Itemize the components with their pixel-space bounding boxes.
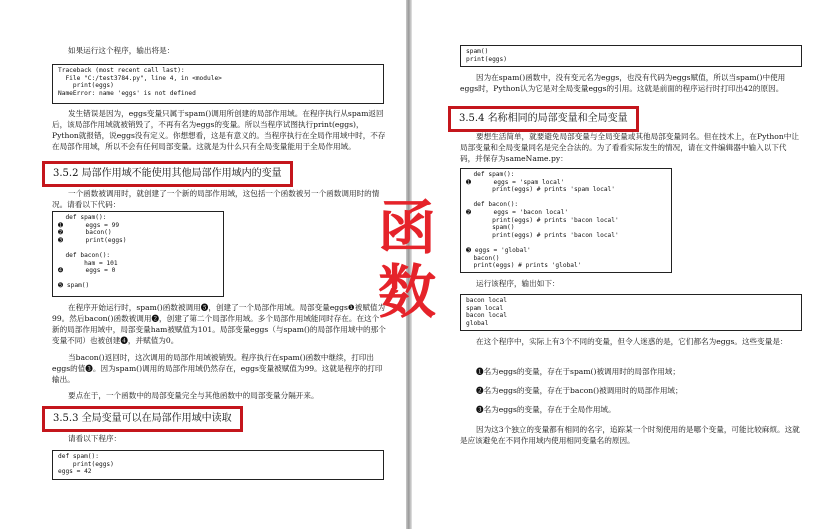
- code-line: NameError: name 'eggs' is not defined: [58, 89, 196, 97]
- heading-3-5-3: 3.5.3 全局变量可以在局部作用域中读取: [42, 406, 243, 432]
- code-block-3-5-4: [460, 168, 672, 273]
- code-line: eggs = 42: [58, 468, 92, 476]
- code-line: ➌ print(eggs): [58, 236, 127, 244]
- program-output-box: [460, 294, 802, 331]
- heading-3-5-2: 3.5.2 局部作用域不能使用其他局部作用域内的变量: [42, 161, 293, 187]
- code-line: ➊ eggs = 'spam local': [466, 178, 565, 186]
- traceback-box: [52, 64, 384, 104]
- heading-3-5-4: 3.5.4 名称相同的局部变量和全局变量: [448, 106, 639, 132]
- code-line: Traceback (most recent call last):: [58, 67, 185, 74]
- variable-bullet-3: ❸名为eggs的变量，存在于全局作用域。: [476, 405, 616, 414]
- code-line: print(eggs) # prints 'global': [466, 262, 582, 270]
- run-explanation-paragraph: 在程序开始运行时，spam()函数被调用❺，创建了一个局部作用域。局部变量eggs❶被赋值为99。然后bacon()函数被调用❷，创建了第二个局部作用域。多个局部作用域能同时存在。在这个新的局部作用域中，局部变量ham被赋值为101。局部变量eggs（与spam()的局部作用域中的那个变量不同）也被创建❹，并赋值为0。: [52, 303, 386, 345]
- code-line: global: [466, 319, 489, 327]
- section-3-5-4-intro: 要想生活简单，就要避免局部变量与全局变量或其他局部变量同名。但在技术上，在Python中让局部变量和全局变量同名是完全合法的。为了看看实际发生的情况，请在文件编辑器中输入以下代码，并保存为sameName.py：: [460, 132, 799, 163]
- code-line: def spam():: [466, 171, 515, 178]
- code-line: [58, 275, 218, 283]
- code-line: def spam():: [58, 453, 99, 460]
- variable-bullet-1: ❶名为eggs的变量，存在于spam()被调用时的局部作用域；: [476, 367, 680, 376]
- code-line: [466, 194, 666, 202]
- key-point-paragraph: 要点在于，一个函数中的局部变量完全与其他函数中的局部变量分隔开来。: [68, 391, 319, 400]
- code-line: print(eggs): [58, 460, 114, 468]
- code-line: print(eggs) # prints 'bacon local': [466, 216, 619, 224]
- code-line: ➎ spam(): [58, 282, 90, 290]
- code-line: spam(): [466, 224, 515, 232]
- code-block-3-5-2: [52, 211, 224, 297]
- code-line: ➊ eggs = 99: [58, 221, 120, 229]
- section-3-5-3-intro: 请看以下程序：: [68, 434, 122, 443]
- section-3-5-2-intro: 一个函数被调用时，就创建了一个新的局部作用域，这包括一个函数被另一个函数调用时的情况。请看以下代码：: [52, 189, 380, 209]
- left-page: [0, 0, 406, 529]
- code-line: File "C:/test3784.py", line 4, in <module>: [58, 74, 222, 82]
- run-output-intro: 运行该程序，输出如下：: [476, 279, 560, 288]
- closing-paragraph: 因为这3个独立的变量都有相同的名字，追踪某一个时刻使用的是哪个变量，可能比较麻烦。这就是应该避免在不同作用域内使用相同变量名的原因。: [460, 425, 800, 445]
- return-explanation-paragraph: 当bacon()返回时，这次调用的局部作用域被销毁。程序执行在spam()函数中继续，打印出eggs的值❸。因为spam()调用的局部作用域仍然存在，eggs变量被赋值为99。这就是程序的打印输出。: [52, 353, 383, 384]
- overlay-char-shu: 数: [378, 258, 437, 326]
- global-reference-paragraph: 因为在spam()函数中，没有变元名为eggs，也没有代码为eggs赋值，所以当spam()中使用eggs时，Python认为它是对全局变量eggs的引用。这就是前面的程序运行时打印出42的原因。: [460, 73, 786, 93]
- code-block-continued: [460, 45, 802, 67]
- code-line: print(eggs) # prints 'bacon local': [466, 231, 619, 239]
- code-block-3-5-3: [52, 450, 384, 480]
- code-line: print(eggs) # prints 'spam local': [466, 186, 616, 194]
- code-line: ➋ bacon(): [58, 229, 112, 237]
- code-line: spam local: [466, 304, 504, 312]
- intro-paragraph: 如果运行这个程序，输出将是：: [68, 46, 175, 55]
- code-line: def bacon():: [466, 201, 519, 209]
- code-line: [58, 244, 218, 252]
- code-line: def spam():: [58, 214, 107, 221]
- code-line: print(eggs): [466, 55, 507, 63]
- code-line: print(eggs): [58, 82, 114, 90]
- code-line: ➍ eggs = 0: [58, 267, 116, 275]
- code-line: def bacon():: [58, 251, 111, 259]
- three-variables-paragraph: 在这个程序中，实际上有3个不同的变量，但令人迷惑的是，它们都名为eggs。这些变量是：: [476, 337, 788, 346]
- code-line: spam(): [466, 48, 489, 55]
- right-page: [412, 0, 822, 529]
- code-line: [466, 239, 666, 247]
- error-explanation-paragraph: 发生错误是因为，eggs变量只属于spam()调用所创建的局部作用域。在程序执行从spam返回后，该局部作用域就被销毁了，不再有名为eggs的变量。所以当程序试图执行print(eggs)，Python就报错，说eggs没有定义。你想想看，这是有意义的。当程序执行在全局作用域中时，不存在局部作用域，所以不会有任何局部变量。这就是为什么只有全局变量能用于全局作用域。: [52, 109, 386, 151]
- code-line: ➋ eggs = 'bacon local': [466, 208, 569, 216]
- code-line: bacon(): [466, 254, 500, 262]
- overlay-char-han: 函: [378, 194, 437, 262]
- code-line: bacon local: [466, 297, 507, 304]
- code-line: ➌ eggs = 'global': [466, 246, 531, 254]
- variable-bullet-2: ❷名为eggs的变量，存在于bacon()被调用时的局部作用域；: [476, 386, 683, 395]
- code-line: bacon local: [466, 312, 507, 320]
- code-line: ham = 101: [58, 259, 118, 267]
